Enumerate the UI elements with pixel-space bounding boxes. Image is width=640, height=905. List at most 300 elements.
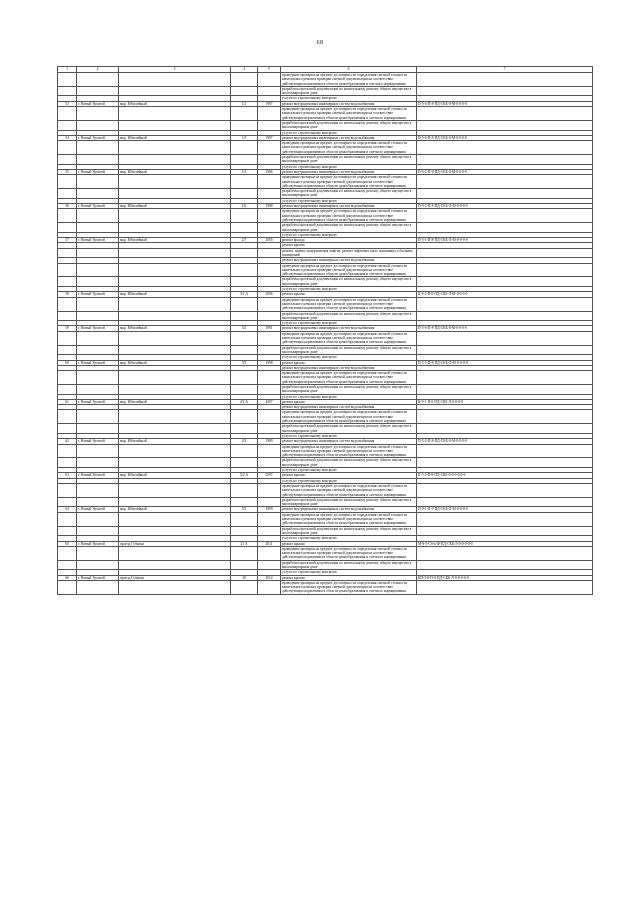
- street-cell: мкр. Юбилейный: [119, 473, 231, 478]
- work-type-cell: ремонт внутридомовых инженерных систем водоснабжения: [281, 135, 417, 140]
- city-cell: г. Новый Уренгой: [77, 101, 119, 106]
- code-cell: [417, 263, 593, 277]
- code-cell: [417, 297, 593, 311]
- street-cell: [119, 189, 231, 199]
- table-row: [58, 546, 593, 560]
- row-number-cell: [58, 424, 77, 434]
- work-type-cell: разработка проектной документации по капитальному ремонту общего имущества в многоквартирном доме: [281, 277, 417, 287]
- code-cell: [417, 73, 593, 87]
- row-number-cell: [58, 120, 77, 130]
- year-cell: 2014: [258, 575, 281, 580]
- house-cell: [231, 458, 258, 468]
- city-cell: [77, 526, 119, 536]
- house-cell: [231, 297, 258, 311]
- code-cell: КП-5-8-П-0-ПД-СКБ-Л-0-0-0-0-0: [417, 575, 593, 580]
- table-row: [58, 331, 593, 345]
- house-cell: 1/2: [231, 101, 258, 106]
- table-row: [58, 175, 593, 189]
- year-cell: [258, 512, 281, 526]
- work-type-cell: проведение проверки на предмет достоверности определения сметной стоимости капитального ремонта проверки сметной документации на соответствие действующим нормативам в области ценообразования и сметного нормирования: [281, 546, 417, 560]
- city-cell: г. Новый Уренгой: [77, 541, 119, 546]
- house-cell: 3/5: [231, 360, 258, 365]
- work-type-cell: услуги по строительному контролю: [281, 164, 417, 169]
- table-row: [58, 263, 593, 277]
- table-row: [58, 560, 593, 570]
- city-cell: г. Новый Уренгой: [77, 292, 119, 297]
- code-cell: [417, 209, 593, 223]
- year-cell: [258, 410, 281, 424]
- city-cell: [77, 155, 119, 165]
- year-cell: [258, 120, 281, 130]
- work-type-cell: разработка проектной документации по капитальному ремонту общего имущества в многоквартирном доме: [281, 385, 417, 395]
- code-cell: [417, 371, 593, 385]
- page-number: 68: [316, 40, 324, 46]
- year-cell: 1987: [258, 135, 281, 140]
- code-cell: [417, 410, 593, 424]
- work-type-cell: услуги по строительному контролю: [281, 198, 417, 203]
- table-body: [58, 73, 593, 595]
- city-cell: г. Новый Уренгой: [77, 238, 119, 243]
- house-cell: 21 А: [231, 541, 258, 546]
- house-cell: [231, 248, 258, 258]
- street-cell: [119, 458, 231, 468]
- year-cell: [258, 263, 281, 277]
- year-cell: [258, 546, 281, 560]
- row-number-cell: [58, 155, 77, 165]
- code-cell: [417, 175, 593, 189]
- table-row: [58, 107, 593, 121]
- year-cell: 2006: [258, 292, 281, 297]
- row-number-cell: [58, 248, 77, 258]
- code-cell: [417, 277, 593, 287]
- work-type-cell: услуги по строительному контролю: [281, 287, 417, 292]
- house-cell: [231, 497, 258, 507]
- year-cell: [258, 175, 281, 189]
- code-cell: [417, 248, 593, 258]
- row-number-cell: [58, 580, 77, 594]
- house-cell: [231, 277, 258, 287]
- row-number-cell: [58, 497, 77, 507]
- year-cell: [258, 580, 281, 594]
- work-type-cell: услуги по строительному контролю: [281, 394, 417, 399]
- year-cell: [258, 560, 281, 570]
- header-cell: 1: [58, 67, 77, 73]
- work-type-cell: разработка проектной документации по капитальному ремонту общего имущества в многоквартирном доме: [281, 424, 417, 434]
- year-cell: 2005: [258, 238, 281, 243]
- street-cell: [119, 345, 231, 355]
- work-type-cell: услуги по строительному контролю: [281, 478, 417, 483]
- row-number-cell: [58, 371, 77, 385]
- city-cell: [77, 385, 119, 395]
- city-cell: [77, 410, 119, 424]
- street-cell: [119, 311, 231, 321]
- row-number-cell: 64: [58, 507, 77, 512]
- house-cell: [231, 371, 258, 385]
- city-cell: [77, 107, 119, 121]
- work-type-cell: проведение проверки на предмет достоверности определения сметной стоимости капитального ремонта проверки сметной документации на соответствие действующим нормативам в области ценообразования и сметного нормирования: [281, 209, 417, 223]
- street-cell: [119, 120, 231, 130]
- code-cell: П-5-1-П-8-ПД-СКБ-Л-М-0-0-0-0: [417, 238, 593, 243]
- city-cell: [77, 120, 119, 130]
- code-cell: М-9-5-Сб-к-Ф-ПД-СКБ-Л-0-0-0-0-0: [417, 541, 593, 546]
- house-cell: 1/6: [231, 204, 258, 209]
- code-cell: [417, 189, 593, 199]
- code-cell: [417, 560, 593, 570]
- street-cell: [119, 560, 231, 570]
- table-row: [58, 297, 593, 311]
- row-number-cell: 54: [58, 135, 77, 140]
- work-type-cell: ремонт внутридомовых инженерных систем водоснабжения: [281, 507, 417, 512]
- house-cell: 2/7: [231, 238, 258, 243]
- street-cell: проезд Губкина: [119, 575, 231, 580]
- row-number-cell: 56: [58, 204, 77, 209]
- year-cell: [258, 155, 281, 165]
- code-cell: [417, 458, 593, 468]
- street-cell: мкр. Юбилейный: [119, 204, 231, 209]
- table-row: [58, 580, 593, 594]
- year-cell: [258, 107, 281, 121]
- year-cell: [258, 444, 281, 458]
- row-number-cell: 53: [58, 101, 77, 106]
- street-cell: [119, 444, 231, 458]
- code-cell: П-5-2-П-8-ПД-СКБ-0-М-0-0-0-0: [417, 439, 593, 444]
- work-type-cell: разработка проектной документации по капитальному ремонту общего имущества в многоквартирном доме: [281, 560, 417, 570]
- header-cell: 3: [119, 67, 231, 73]
- row-number-cell: [58, 345, 77, 355]
- street-cell: мкр. Юбилейный: [119, 439, 231, 444]
- city-cell: [77, 86, 119, 96]
- year-cell: [258, 385, 281, 395]
- city-cell: [77, 424, 119, 434]
- code-cell: П-9-1-П-9-ПД-СКБ-Л-М-0-0-0-0: [417, 507, 593, 512]
- house-cell: [231, 546, 258, 560]
- row-number-cell: [58, 223, 77, 233]
- street-cell: проезд Губкина: [119, 541, 231, 546]
- table-row: [58, 410, 593, 424]
- year-cell: 1989: [258, 439, 281, 444]
- work-type-cell: ремонт внутридомовых инженерных систем водоснабжения: [281, 365, 417, 370]
- year-cell: [258, 277, 281, 287]
- header-cell: 4: [231, 67, 258, 73]
- year-cell: [258, 209, 281, 223]
- work-type-cell: разработка проектной документации по капитальному ремонту общего имущества в многоквартирном доме: [281, 311, 417, 321]
- work-type-cell: ремонт крыши: [281, 541, 417, 546]
- code-cell: П-5-2-П-9-ПД-СКБ-0-М-0-0-0-0: [417, 169, 593, 174]
- street-cell: мкр. Юбилейный: [119, 101, 231, 106]
- row-number-cell: [58, 526, 77, 536]
- row-number-cell: [58, 458, 77, 468]
- street-cell: мкр. Юбилейный: [119, 238, 231, 243]
- street-cell: [119, 107, 231, 121]
- code-cell: [417, 223, 593, 233]
- row-number-cell: [58, 277, 77, 287]
- work-type-cell: услуги по строительному контролю: [281, 232, 417, 237]
- row-number-cell: [58, 297, 77, 311]
- street-cell: [119, 497, 231, 507]
- table-row: [58, 371, 593, 385]
- year-cell: [258, 483, 281, 497]
- table-row: [58, 86, 593, 96]
- house-cell: 4/1 А: [231, 399, 258, 404]
- year-cell: 1991: [258, 326, 281, 331]
- city-cell: г. Новый Уренгой: [77, 135, 119, 140]
- table-row: [58, 209, 593, 223]
- table-row: [58, 497, 593, 507]
- house-cell: 4/3: [231, 439, 258, 444]
- house-cell: [231, 483, 258, 497]
- work-type-cell: ремонт крыши: [281, 575, 417, 580]
- code-cell: [417, 512, 593, 526]
- code-cell: К-9-2-П-0-ПД-СКБ-Л-М-0-0-0-0: [417, 292, 593, 297]
- work-type-cell: ремонт крыши: [281, 473, 417, 478]
- street-cell: [119, 155, 231, 165]
- row-number-cell: 59: [58, 326, 77, 331]
- code-cell: [417, 526, 593, 536]
- row-number-cell: 63: [58, 473, 77, 478]
- city-cell: [77, 297, 119, 311]
- work-type-cell: проведение проверки на предмет достоверности определения сметной стоимости капитального ремонта проверки сметной документации на соответствие действующим нормативам в области ценообразования и сметного нормирования: [281, 331, 417, 345]
- city-cell: [77, 277, 119, 287]
- header-cell: 7: [417, 67, 593, 73]
- city-cell: г. Новый Уренгой: [77, 360, 119, 365]
- city-cell: [77, 331, 119, 345]
- street-cell: [119, 526, 231, 536]
- code-cell: [417, 444, 593, 458]
- year-cell: 2007: [258, 399, 281, 404]
- header-cell: 5: [258, 67, 281, 73]
- row-number-cell: [58, 560, 77, 570]
- table-row: [58, 277, 593, 287]
- work-type-cell: услуги по строительному контролю: [281, 433, 417, 438]
- work-type-cell: ремонт внутридомовых инженерных систем водоснабжения: [281, 204, 417, 209]
- city-cell: [77, 560, 119, 570]
- work-type-cell: услуги по строительному контролю: [281, 468, 417, 473]
- row-number-cell: [58, 546, 77, 560]
- year-cell: [258, 141, 281, 155]
- code-cell: П-5-5-П-8-ПД-СКБ-Л-М-0-0-0-0: [417, 360, 593, 365]
- street-cell: [119, 141, 231, 155]
- work-type-cell: услуги по строительному контролю: [281, 321, 417, 326]
- street-cell: [119, 86, 231, 96]
- table-row: [58, 73, 593, 87]
- table-row: [58, 345, 593, 355]
- work-type-cell: ремонт фасада: [281, 238, 417, 243]
- work-type-cell: ремонт внутридомовых инженерных систем водоснабжения: [281, 439, 417, 444]
- work-type-cell: разработка проектной документации по капитальному ремонту общего имущества в многоквартирном доме: [281, 223, 417, 233]
- table-row: [58, 189, 593, 199]
- work-type-cell: проведение проверки на предмет достоверности определения сметной стоимости капитального ремонта проверки сметной документации на соответствие действующим нормативам в области ценообразования и сметного нормирования: [281, 141, 417, 155]
- house-cell: [231, 189, 258, 199]
- house-cell: [231, 107, 258, 121]
- year-cell: [258, 331, 281, 345]
- work-type-cell: ремонт крыши: [281, 399, 417, 404]
- city-cell: г. Новый Уренгой: [77, 439, 119, 444]
- street-cell: мкр. Юбилейный: [119, 292, 231, 297]
- code-cell: [417, 107, 593, 121]
- row-number-cell: 66: [58, 575, 77, 580]
- city-cell: [77, 73, 119, 87]
- work-type-cell: разработка проектной документации по капитальному ремонту общего имущества в многоквартирном доме: [281, 526, 417, 536]
- row-number-cell: [58, 444, 77, 458]
- row-number-cell: [58, 410, 77, 424]
- city-cell: г. Новый Уренгой: [77, 204, 119, 209]
- work-type-cell: разработка проектной документации по капитальному ремонту общего имущества в многоквартирном доме: [281, 497, 417, 507]
- code-cell: [417, 120, 593, 130]
- city-cell: [77, 311, 119, 321]
- code-cell: [417, 331, 593, 345]
- street-cell: мкр. Юбилейный: [119, 169, 231, 174]
- work-type-cell: ремонт внутридомовых инженерных систем водоснабжения: [281, 326, 417, 331]
- row-number-cell: [58, 141, 77, 155]
- city-cell: [77, 497, 119, 507]
- code-cell: [417, 141, 593, 155]
- year-cell: 1999: [258, 507, 281, 512]
- year-cell: [258, 311, 281, 321]
- row-number-cell: 58: [58, 292, 77, 297]
- street-cell: [119, 512, 231, 526]
- work-type-cell: проведение проверки на предмет достоверности определения сметной стоимости капитального ремонта проверки сметной документации на соответствие действующим нормативам в области ценообразования и сметного нормирования: [281, 483, 417, 497]
- city-cell: г. Новый Уренгой: [77, 169, 119, 174]
- street-cell: [119, 175, 231, 189]
- header-cell: 6: [281, 67, 417, 73]
- code-cell: К-5-2-П-0-ПД-СКБ-0-0-0-0-0-0: [417, 473, 593, 478]
- work-type-cell: ремонт крыши: [281, 292, 417, 297]
- house-cell: [231, 120, 258, 130]
- work-type-cell: ремонт внутридомовых инженерных систем водоснабжения: [281, 169, 417, 174]
- table-row: [58, 223, 593, 233]
- city-cell: г. Новый Уренгой: [77, 399, 119, 404]
- street-cell: [119, 248, 231, 258]
- year-cell: 1986: [258, 169, 281, 174]
- year-cell: 2011: [258, 541, 281, 546]
- code-cell: [417, 345, 593, 355]
- street-cell: [119, 410, 231, 424]
- street-cell: [119, 223, 231, 233]
- work-type-cell: услуги по строительному контролю: [281, 130, 417, 135]
- table-row: [58, 424, 593, 434]
- work-type-cell: проведение проверки на предмет достоверности определения сметной стоимости капитального ремонта проверки сметной документации на соответствие действующим нормативам в области ценообразования и сметного нормирования: [281, 371, 417, 385]
- house-cell: 5/5: [231, 507, 258, 512]
- row-number-cell: [58, 385, 77, 395]
- city-cell: [77, 189, 119, 199]
- year-cell: [258, 189, 281, 199]
- work-type-cell: ремонт внутридомовых инженерных систем водоснабжения: [281, 405, 417, 410]
- city-cell: [77, 209, 119, 223]
- city-cell: [77, 458, 119, 468]
- city-cell: г. Новый Уренгой: [77, 575, 119, 580]
- work-type-cell: проведение проверки на предмет достоверности определения сметной стоимости капитального ремонта проверки сметной документации на соответствие действующим нормативам в области ценообразования и сметного нормирования: [281, 444, 417, 458]
- work-type-cell: разработка проектной документации по капитальному ремонту общего имущества в многоквартирном доме: [281, 155, 417, 165]
- house-cell: [231, 209, 258, 223]
- row-number-cell: 55: [58, 169, 77, 174]
- work-type-cell: разработка проектной документации по капитальному ремонту общего имущества в многоквартирном доме: [281, 345, 417, 355]
- city-cell: г. Новый Уренгой: [77, 473, 119, 478]
- code-cell: [417, 546, 593, 560]
- street-cell: мкр. Юбилейный: [119, 507, 231, 512]
- city-cell: [77, 512, 119, 526]
- row-number-cell: [58, 483, 77, 497]
- year-cell: 1988: [258, 204, 281, 209]
- code-cell: П-9-2-П-8-ПД-СКБ-Л-М-0-0-0-0: [417, 204, 593, 209]
- year-cell: [258, 458, 281, 468]
- city-cell: [77, 263, 119, 277]
- street-cell: [119, 424, 231, 434]
- street-cell: [119, 73, 231, 87]
- code-cell: К-9-1-П-0-ПД-СКБ-Л-0-0-0-0: [417, 399, 593, 404]
- work-type-cell: услуги по строительному контролю: [281, 536, 417, 541]
- house-cell: 28: [231, 575, 258, 580]
- house-cell: [231, 345, 258, 355]
- street-cell: мкр. Юбилейный: [119, 399, 231, 404]
- street-cell: [119, 277, 231, 287]
- work-type-cell: разработка проектной документации по капитальному ремонту общего имущества в многоквартирном доме: [281, 458, 417, 468]
- house-cell: [231, 512, 258, 526]
- house-cell: [231, 141, 258, 155]
- work-type-cell: проведение проверки на предмет достоверности определения сметной стоимости капитального ремонта проверки сметной документации на соответствие действующим нормативам в области ценообразования и сметного нормирования: [281, 410, 417, 424]
- street-cell: мкр. Юбилейный: [119, 135, 231, 140]
- table-row: [58, 512, 593, 526]
- table-row: [58, 458, 593, 468]
- work-type-cell: ремонт внутридомовых инженерных систем водоснабжения: [281, 258, 417, 263]
- code-cell: П-5-6-П-8-ПД-СКБ-0-М-0-0-0-0: [417, 135, 593, 140]
- street-cell: [119, 297, 231, 311]
- year-cell: [258, 73, 281, 87]
- work-type-cell: ремонт внутридомовых инженерных систем водоснабжения: [281, 101, 417, 106]
- city-cell: [77, 580, 119, 594]
- street-cell: мкр. Юбилейный: [119, 326, 231, 331]
- work-type-cell: услуги по строительному контролю: [281, 96, 417, 101]
- table-row: [58, 155, 593, 165]
- work-type-cell: ремонт крыши: [281, 243, 417, 248]
- city-cell: [77, 248, 119, 258]
- year-cell: 1987: [258, 101, 281, 106]
- house-cell: 1/5: [231, 135, 258, 140]
- code-cell: П-5-6-П-8-ПД-СКБ-0-М-0-0-0-0: [417, 326, 593, 331]
- row-number-cell: [58, 189, 77, 199]
- code-cell: [417, 424, 593, 434]
- street-cell: [119, 385, 231, 395]
- street-cell: [119, 209, 231, 223]
- house-cell: 5/2 А: [231, 473, 258, 478]
- city-cell: [77, 223, 119, 233]
- house-cell: [231, 331, 258, 345]
- house-cell: 1/5: [231, 169, 258, 174]
- table-row: [58, 120, 593, 130]
- city-cell: г. Новый Уренгой: [77, 507, 119, 512]
- work-type-cell: проведение проверки на предмет достоверности определения сметной стоимости капитального ремонта проверки сметной документации на соответствие действующим нормативам в области ценообразования и сметного нормирования: [281, 512, 417, 526]
- house-cell: [231, 73, 258, 87]
- work-type-cell: ремонт, замена, модернизация лифтов, ремонт лифтовых шахт, машинных и блочных помещений: [281, 248, 417, 258]
- code-cell: [417, 385, 593, 395]
- city-cell: [77, 175, 119, 189]
- street-cell: [119, 546, 231, 560]
- row-number-cell: [58, 86, 77, 96]
- house-cell: [231, 560, 258, 570]
- table-row: [58, 311, 593, 321]
- row-number-cell: 57: [58, 238, 77, 243]
- work-type-cell: проведение проверки на предмет достоверности определения сметной стоимости капитального ремонта проверки сметной документации на соответствие действующим нормативам в области ценообразования и сметного нормирования: [281, 297, 417, 311]
- row-number-cell: 61: [58, 399, 77, 404]
- work-type-cell: проведение проверки на предмет достоверности определения сметной стоимости капитального ремонта проверки сметной документации на соответствие действующим нормативам в области ценообразования и сметного нормирования: [281, 580, 417, 594]
- year-cell: [258, 223, 281, 233]
- year-cell: [258, 345, 281, 355]
- work-type-cell: проведение проверки на предмет достоверности определения сметной стоимости капитального ремонта проверки сметной документации на соответствие действующим нормативам в области ценообразования и сметного нормирования: [281, 263, 417, 277]
- row-number-cell: [58, 107, 77, 121]
- street-cell: [119, 483, 231, 497]
- year-cell: 2007: [258, 473, 281, 478]
- city-cell: [77, 546, 119, 560]
- code-cell: [417, 497, 593, 507]
